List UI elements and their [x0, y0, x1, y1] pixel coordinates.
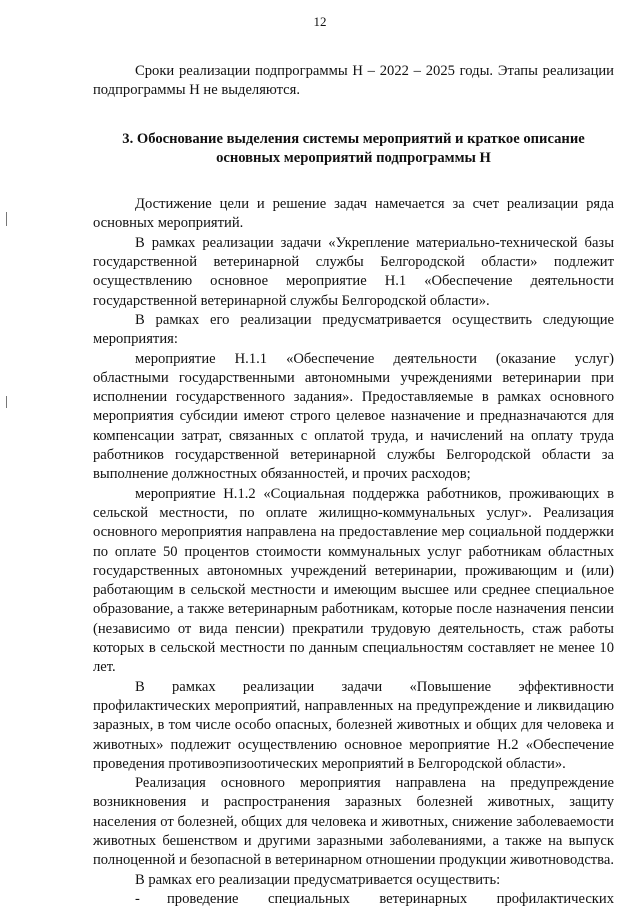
body-paragraph: В рамках реализации задачи «Повышение эффективности профилактических мероприятий, направленных на предупреждение и ликвидацию заразных, в том числе особо опасных, болезней животных и общих для человека и животных» подлежит осуществлению основное мероприятие Н.2 «Обеспечение проведения противоэпизоотических мероприятий в Белгородской области». — [93, 678, 614, 772]
intro-paragraph: Сроки реализации подпрограммы Н – 2022 – 2025 годы. Этапы реализации подпрограммы Н не выделяются. — [93, 63, 614, 99]
document-body — [93, 62, 614, 909]
body-paragraph: Реализация основного мероприятия направлена на предупреждение возникновения и распространения заразных болезней животных, защиту населения от болезней, общих для человека и животных, снижение заболеваемости животных бешенством и другими заразными заболеваниями, а также на выпуск полноценной и безопасной в ветеринарном отношении продукции животноводства. — [93, 775, 614, 869]
body-paragraph: мероприятие Н.1.2 «Социальная поддержка работников, проживающих в сельской местности, по оплате жилищно-коммунальных услуг». Реализация основного мероприятия направлена на предоставление мер социальной поддержки по оплате 50 процентов стоимости коммунальных услуг работникам областных государственных автономных учреждений ветеринарии, проживающим и (или) работающим в сельской местности и имеющим высшее или среднее специальное образование, а также ветеринарным работникам, которые после назначения пенсии (независимо от вида пенсии) прекратили трудовую деятельность, стаж работы которых в сельской местности по данным специальностям составляет не менее 10 лет. — [93, 485, 614, 676]
body-paragraph: В рамках его реализации предусматривается осуществить следующие мероприятия: — [93, 311, 614, 348]
body-paragraph: В рамках реализации задачи «Укрепление материально-технической базы государственной ветеринарной службы Белгородской области» подлежит осуществлению основное мероприятие Н.1 «Обеспечение деятельности государственной ветеринарной службы Белгородской области». — [93, 234, 614, 309]
list-item-text: проведение специальных ветеринарных профилактических — [167, 890, 614, 907]
list-bullet: - — [135, 890, 140, 907]
body-paragraph: Достижение цели и решение задач намечается за счет реализации ряда основных мероприятий. — [93, 196, 614, 232]
list-item — [93, 890, 614, 909]
section-heading: 3. Обоснование выделения системы мероприятий и краткое описание основных мероприятий подпрограммы Н — [122, 130, 585, 166]
scan-margin-mark — [6, 396, 7, 408]
body-paragraph: В рамках его реализации предусматривается осуществить: — [135, 871, 501, 888]
page-number: 12 — [313, 14, 327, 29]
scan-margin-mark — [6, 212, 7, 226]
body-paragraph: мероприятие Н.1.1 «Обеспечение деятельности (оказание услуг) областными государственными автономными учреждениями ветеринарии при исполнении государственного задания». Предоставляемые в рамках основного мероприятия субсидии имеют строго целевое назначение и предназначаются для компенсации затрат, связанных с оплатой труда, и начислений на оплату труда работников государственной ветеринарной службы Белгородской области за выполнение должностных обязанностей, и прочих расходов; — [93, 350, 614, 483]
